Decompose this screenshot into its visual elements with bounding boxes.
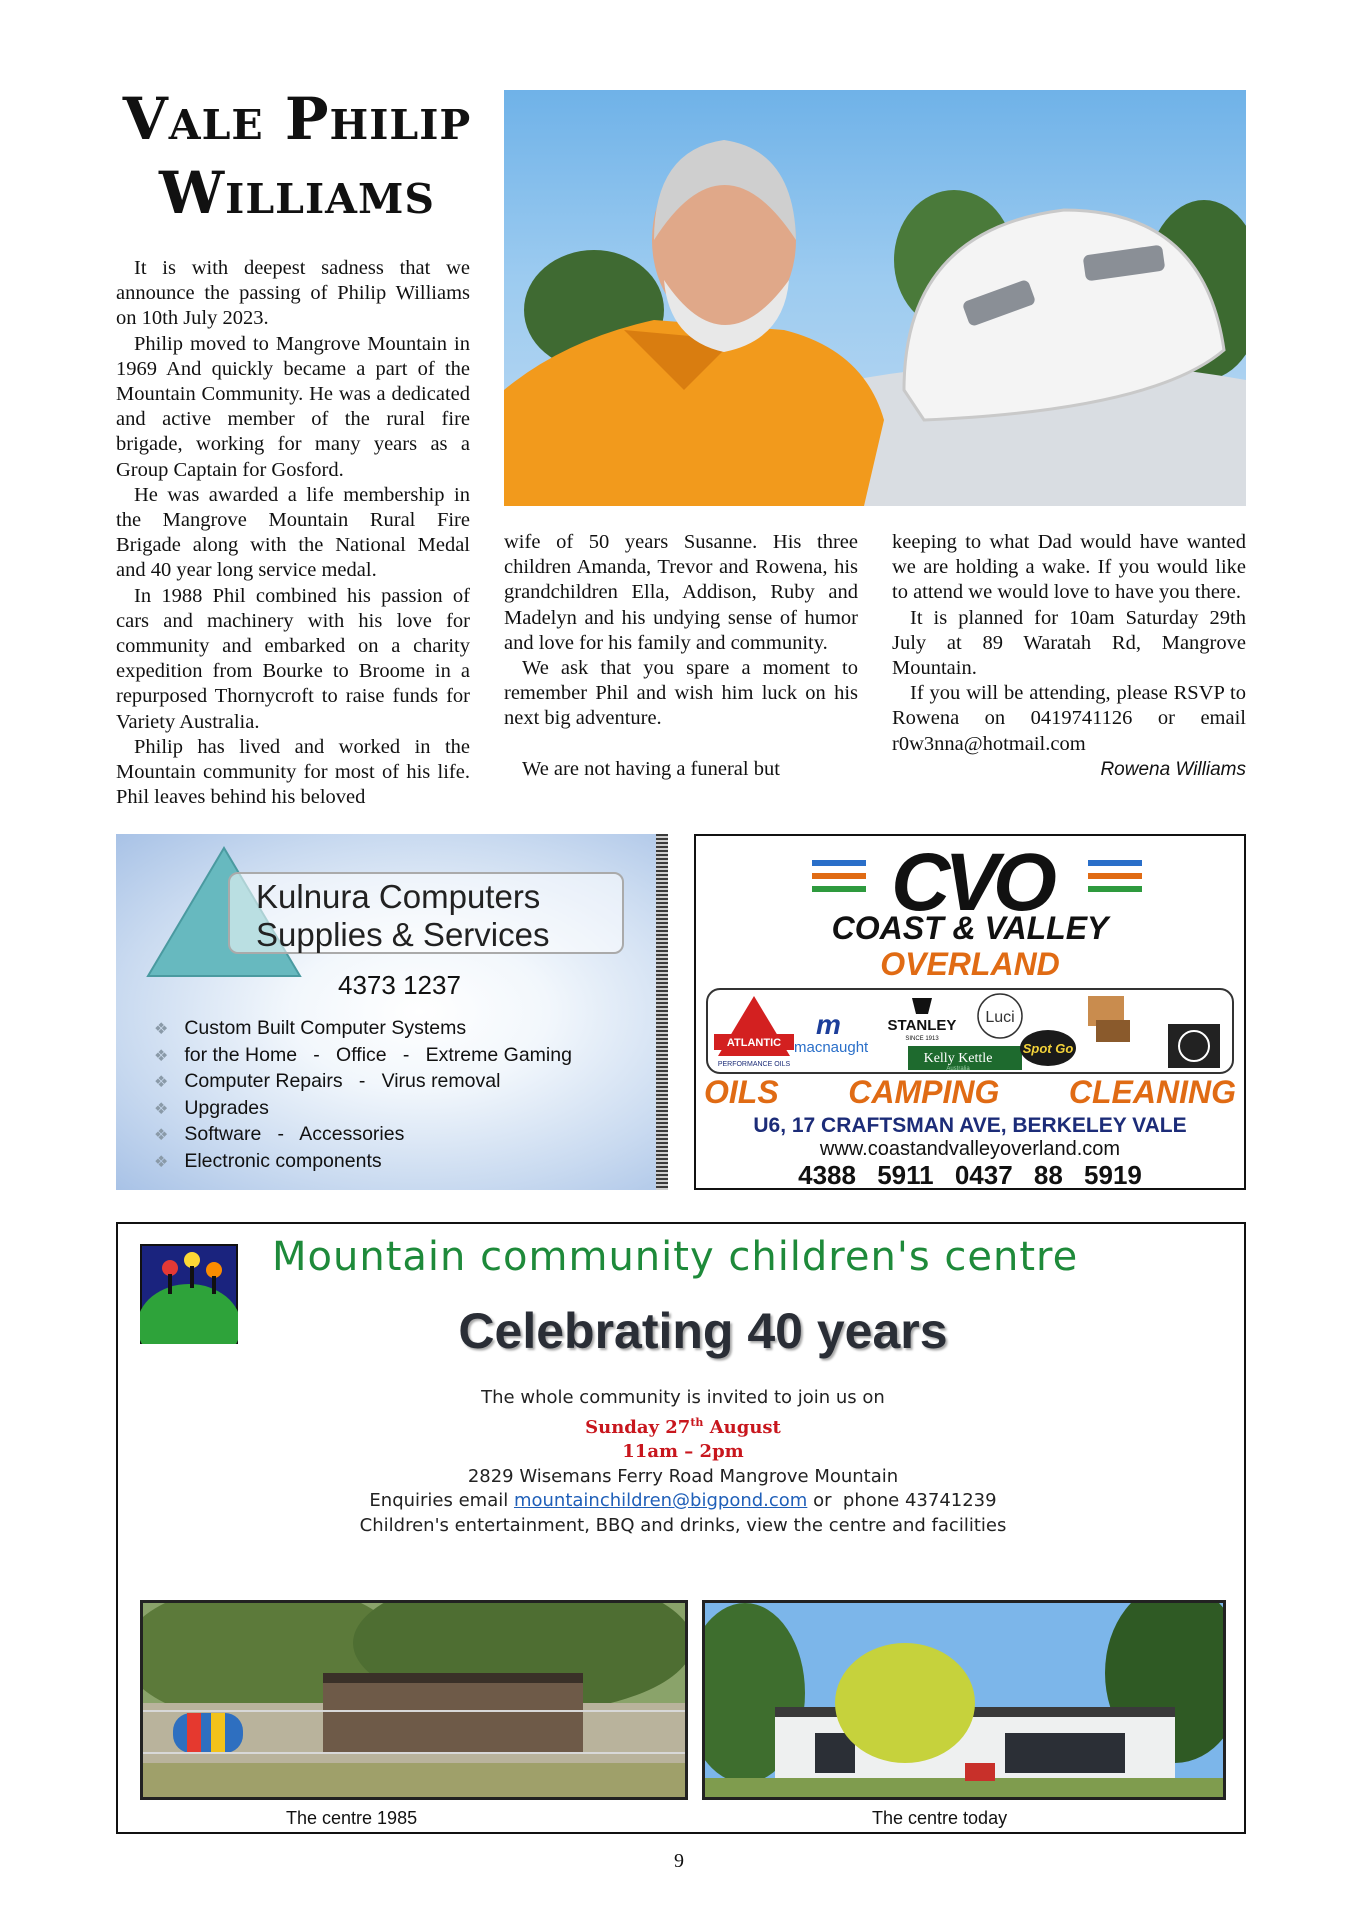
- tag-cleaning: CLEANING: [1068, 1074, 1236, 1110]
- list-item: ❖ Upgrades: [154, 1096, 269, 1119]
- company-name-line-2: Supplies & Services: [256, 916, 550, 953]
- cvo-name-line-2: OVERLAND: [880, 946, 1060, 982]
- diamond-bullet-icon: ❖: [154, 1021, 169, 1038]
- company-name-line-1: Kulnura Computers: [256, 878, 541, 915]
- cvo-phones: [696, 1160, 1244, 1191]
- centre-today-photo: [702, 1600, 1226, 1800]
- diamond-bullet-icon: ❖: [154, 1127, 169, 1145]
- event-address: 2829 Wisemans Ferry Road Mangrove Mountain: [467, 1465, 899, 1487]
- list-item: ❖ Electronic components: [154, 1149, 382, 1172]
- paragraph: keeping to what Dad would have wanted we are holding a wake. If you would like to attend we would love to have you there.: [892, 531, 1246, 604]
- diamond-bullet-icon: ❖: [154, 1074, 169, 1092]
- cvo-logo: CVO: [891, 837, 1051, 928]
- event-time: 11am – 2pm: [622, 1441, 744, 1462]
- list-item: ❖ Computer Repairs - Virus removal: [154, 1070, 501, 1093]
- brand-kelly-kettle-country: Australia: [946, 1066, 970, 1072]
- article-title: [116, 82, 478, 230]
- article-column-2: [504, 530, 858, 782]
- page-number: 9: [674, 1850, 684, 1872]
- paragraph: It is with deepest sadness that we announce the passing of Philip Williams on 10th July 2023.: [116, 257, 470, 330]
- cvo-website[interactable]: www.coastandvalleyoverland.com: [819, 1138, 1121, 1160]
- tag-camping: CAMPING: [848, 1074, 1000, 1110]
- paragraph: He was awarded a life membership in the Mangrove Mountain Rural Fire Brigade along with the National Medal and 40 year long service medal.: [116, 483, 470, 582]
- brand-luci: Luci: [985, 1009, 1015, 1026]
- cvo-name-line-1: COAST & VALLEY: [831, 910, 1109, 946]
- paragraph: Philip has lived and worked in the Mountain community for most of his life. Phil leaves behind his beloved: [116, 735, 470, 809]
- celebrating-heading: Celebrating 40 years: [458, 1303, 948, 1359]
- brand-atlantic: ATLANTIC: [726, 1037, 782, 1049]
- email-link[interactable]: mountainchildren@bigpond.com: [513, 1490, 808, 1511]
- kulnura-phone: 4373 1237: [338, 970, 461, 1000]
- childrens-centre-ad: [116, 1222, 1246, 1834]
- cvo-phone-2: 0437 88 5919: [954, 1160, 1142, 1190]
- cvo-address: U6, 17 CRAFTSMAN AVE, BERKELEY VALE: [753, 1114, 1187, 1137]
- services-list: [154, 1016, 572, 1176]
- brand-stanley-since: SINCE 1913: [905, 1036, 939, 1042]
- cvo-categories: [704, 1074, 1236, 1111]
- svg-text:m: m: [816, 1009, 841, 1040]
- article-column-3: [892, 530, 1246, 782]
- cvo-phone-1: 4388 5911: [798, 1160, 934, 1190]
- title-line-1: Vale Philip: [122, 85, 472, 153]
- list-item: ❖ for the Home - Office - Extreme Gaming: [154, 1043, 572, 1066]
- brand-spot-go: Spot Go: [1022, 1041, 1074, 1056]
- brand-kelly-kettle: Kelly Kettle: [923, 1051, 993, 1066]
- childrens-centre-heading: Mountain community children's centre: [272, 1234, 1079, 1280]
- paragraph: wife of 50 years Susanne. His three children Amanda, Trevor and Rowena, his grandchildren Ella, Addison, Ruby and Madelyn and his undying sense of humor and love for his family and community.: [504, 531, 858, 654]
- company-name: [228, 872, 624, 954]
- brand-logos: [706, 988, 1234, 1074]
- paragraph: It is planned for 10am Saturday 29th July at 89 Waratah Rd, Mangrove Mountain.: [892, 606, 1246, 680]
- brand-performance-oils: PERFORMANCE OILS: [717, 1061, 791, 1068]
- brand-stanley: STANLEY: [887, 1017, 957, 1034]
- right-stripes-icon: [1088, 858, 1142, 894]
- enquiries-line: Enquiries email mountainchildren@bigpond.com or phone 43741239: [369, 1490, 997, 1511]
- event-date: Sunday 27th August: [585, 1415, 781, 1438]
- article-column-1: [116, 256, 470, 810]
- activities-line: Children's entertainment, BBQ and drinks, view the centre and facilities: [359, 1514, 1007, 1536]
- kulnura-computers-ad: [116, 834, 668, 1190]
- caption-today: The centre today: [872, 1808, 1008, 1828]
- paragraph: We are not having a funeral but: [522, 757, 780, 780]
- diamond-bullet-icon: ❖: [154, 1153, 169, 1171]
- diamond-bullet-icon: ❖: [154, 1100, 169, 1118]
- coast-valley-overland-ad: [694, 834, 1246, 1190]
- list-item: ❖ Software - Accessories: [154, 1123, 405, 1146]
- invite-line: The whole community is invited to join us on: [481, 1387, 885, 1408]
- brand-macnaught: macnaught: [794, 1039, 869, 1056]
- title-line-2: Williams: [159, 159, 435, 227]
- event-details: [118, 1386, 1248, 1538]
- paragraph: If you will be attending, please RSVP to Rowena on 0419741126 or email r0w3nna@hotmail.com: [892, 682, 1246, 755]
- centre-1985-photo: [140, 1600, 688, 1800]
- diamond-bullet-icon: ❖: [154, 1047, 169, 1065]
- philip-williams-photo: [504, 90, 1246, 506]
- paragraph: Philip moved to Mangrove Mountain in 1969 And quickly became a part of the Mountain Community. He was a dedicated and active member of the rural fire brigade, working for many years as a Group Captain for Gosford.: [116, 332, 470, 481]
- edge-bar: [656, 834, 668, 1190]
- tag-oils: OILS: [704, 1074, 779, 1110]
- list-item: ❖ Custom Built Computer Systems: [154, 1017, 467, 1039]
- paragraph: In 1988 Phil combined his passion of cars and machinery with his love for community and embarked on a charity expedition from Bourke to Broome in a repurposed Thornycroft to raise funds for Variety Australia.: [116, 584, 470, 733]
- paragraph: We ask that you spare a moment to remember Phil and wish him luck on his next big adventure.: [504, 657, 858, 730]
- caption-1985: The centre 1985: [286, 1808, 418, 1828]
- article-signature: Rowena Williams: [1100, 758, 1246, 780]
